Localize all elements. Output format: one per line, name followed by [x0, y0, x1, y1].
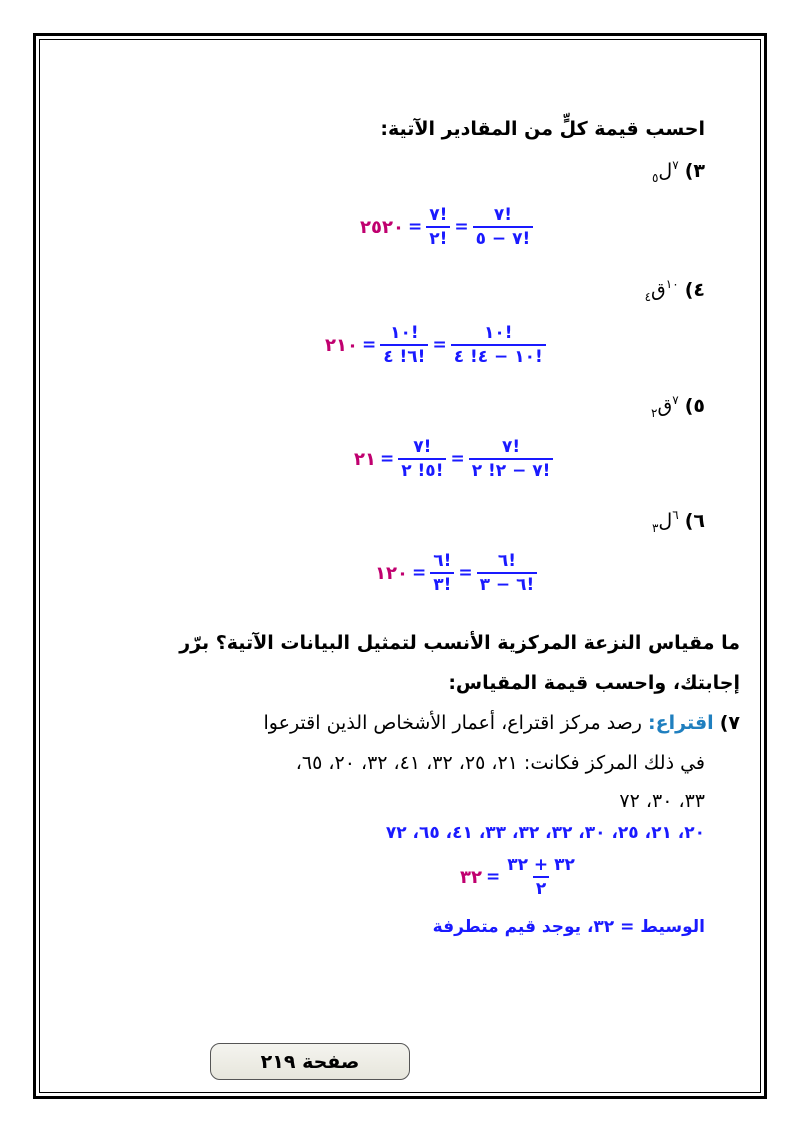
result-value: ٢١: [354, 448, 376, 470]
problem-4-label: [645, 277, 705, 304]
problem-5-solution: ٢١ = $\frac{٧!}{٥! ٢!}$ = $\frac{٧!}{٧ - ٢! ٢!}$: [354, 437, 553, 481]
page-number-box: [210, 1043, 410, 1080]
section-heading-central-tendency: ما مقياس النزعة المركزية الأنسب لتمثيل البيانات الآتية؟ برّر: [179, 632, 740, 654]
question-7-line2: في ذلك المركز فكانت: ٢١، ٢٥، ٣٢، ٤١، ٣٢، ٢٠، ٦٥،: [295, 752, 705, 774]
problem-number: ٥): [684, 395, 705, 417]
fraction: $\frac{١٠!}{٦! ٤!}$: [380, 323, 428, 367]
page-number: صفحة ٢١٩: [260, 1050, 360, 1073]
result-value: ٢٥٢٠: [360, 216, 404, 238]
question-label: اقتراع:: [648, 712, 714, 734]
fraction: $\frac{٦!}{٦ - ٣!}$: [477, 551, 538, 595]
fraction: $\frac{١٠!}{١٠ - ٤! ٤!}$: [451, 323, 546, 367]
question-text: رصد مركز اقتراع، أعمار الأشخاص الذين اقترعوا: [263, 712, 642, 734]
problem-number: ٣): [684, 160, 705, 182]
section-heading-central-tendency-line2: إجابتك، واحسب قيمة المقياس:: [448, 672, 740, 694]
fraction: $\frac{٧!}{٢!}$: [426, 205, 450, 249]
permutation-symbol: $^٧$ل$_٥$: [651, 158, 679, 185]
combination-symbol: $^٧$ق$_٢$: [651, 393, 679, 420]
problem-3-label: [652, 158, 705, 185]
fraction: $\frac{٧!}{٧ - ٢! ٢!}$: [469, 437, 554, 481]
question-7: [264, 712, 740, 734]
fraction: $\frac{٦!}{٣!}$: [430, 551, 454, 595]
problem-6-solution: ١٢٠ = $\frac{٦!}{٣!}$ = $\frac{٦!}{٦ - ٣!}$: [375, 551, 537, 595]
median-conclusion: الوسيط = ٣٢، يوجد قيم متطرفة: [432, 917, 705, 937]
problem-number: ٦): [684, 510, 705, 532]
problem-5-label: [651, 393, 705, 420]
result-value: ١٢٠: [375, 562, 408, 584]
fraction: $\frac{٧!}{٥! ٢!}$: [398, 437, 446, 481]
fraction: $\frac{٣٢ + ٣٢}{٢}$: [507, 855, 575, 899]
result-value: ٢١٠: [325, 334, 358, 356]
median-result: ٣٢: [460, 866, 482, 888]
permutation-symbol: $^٦$ل$_٣$: [651, 508, 679, 535]
median-calculation: ٣٢ = $\frac{٣٢ + ٣٢}{٢}$: [460, 855, 578, 899]
question-7-line3: ٣٣، ٣٠، ٧٢: [619, 790, 705, 812]
section-heading-evaluate: احسب قيمة كلٍّ من المقادير الآتية:: [380, 118, 705, 140]
problem-6-label: [652, 508, 705, 535]
fraction: $\frac{٧!}{٧ - ٥!}$: [473, 205, 534, 249]
sorted-data: ٢٠، ٢١، ٢٥، ٣٠، ٣٢، ٣٢، ٣٣، ٤١، ٦٥، ٧٢: [385, 823, 705, 843]
problem-4-solution: ٢١٠ = $\frac{١٠!}{٦! ٤!}$ = $\frac{١٠!}{١٠ - ٤! ٤!}$: [325, 323, 546, 367]
problem-number: ٤): [684, 279, 705, 301]
combination-symbol: $^{١٠}$ق$_٤$: [644, 277, 679, 304]
problem-3-solution: ٢٥٢٠ = $\frac{٧!}{٢!}$ = $\frac{٧!}{٧ - ٥!}$: [360, 205, 533, 249]
problem-number: ٧): [719, 712, 740, 734]
